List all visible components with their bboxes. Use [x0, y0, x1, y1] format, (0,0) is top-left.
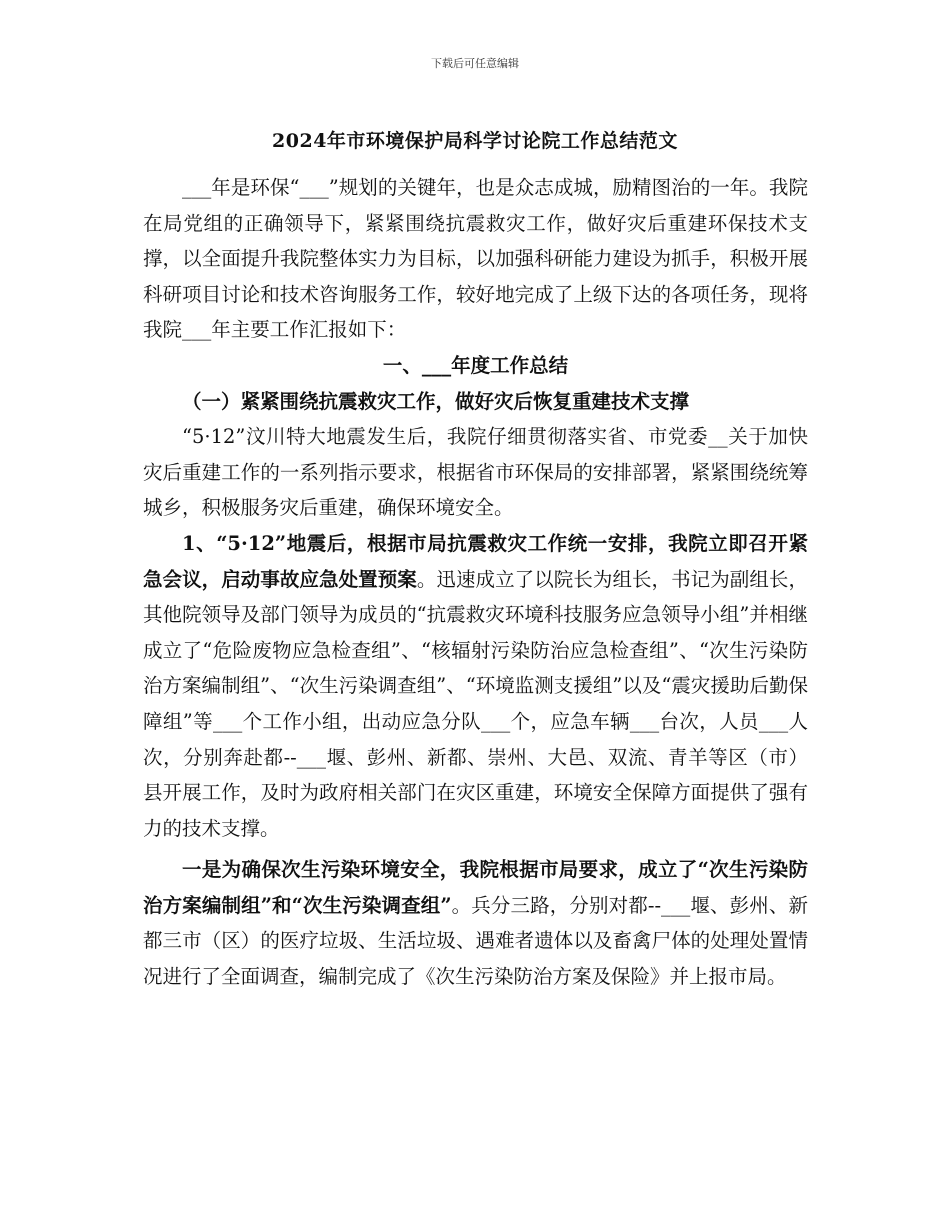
header-note: 下载后可任意编辑: [431, 57, 519, 70]
emergency-paragraph-lead: 1、“5·12”地震后，根据市局抗震救灾工作统一安排，我院立即召开紧急会议，启动事故应急处置预案: [143, 531, 808, 591]
document-title: 2024年市环境保护局科学讨论院工作总结范文: [272, 130, 678, 152]
earthquake-paragraph: “5·12”汶川特大地震发生后，我院仔细贯彻落实省、市党委__关于加快灾后重建工作的一系列指示要求，根据省市环保局的安排部署，紧紧围绕统筹城乡，积极服务灾后重建，确保环境安全。: [143, 425, 808, 520]
document-body: [143, 170, 808, 995]
emergency-paragraph-body: 。迅速成立了以院长为组长，书记为副组长，其他院领导及部门领导为成员的“抗震救灾环境科技服务应急领导小组”并相继成立了“危险废物应急检查组”、“核辐射污染防治应急检查组”、“次生污染防治方案编制组”、“次生污染调查组”、“环境监测支援组”以及“震灾援助后勤保障组”等___个工作小组，出动应急分队___个，应急车辆___台次，人员___人次，分别奔赴都--___堰、彭州、新都、崇州、大邑、双流、青羊等区（市）县开展工作，及时为政府相关部门在灾区重建，环境安全保障方面提供了强有力的技术支撑。: [143, 567, 808, 840]
intro-paragraph: ___年是环保“___”规划的关键年，也是众志成城，励精图治的一年。我院在局党组的正确领导下，紧紧围绕抗震救灾工作，做好灾后重建环保技术支撑，以全面提升我院整体实力为目标，以加强科研能力建设为抓手，积极开展科研项目讨论和技术咨询服务工作，较好地完成了上级下达的各项任务，现将我院___年主要工作汇报如下：: [143, 176, 808, 342]
pollution-paragraph-body: 。兵分三路，分别对都--___堰、彭州、新都三市（区）的医疗垃圾、生活垃圾、遇难者遗体以及畜禽尸体的处理处置情况进行了全面调查，编制完成了《次生污染防治方案及保险》并上报市局。: [143, 893, 808, 989]
section-heading: 一、___年度工作总结: [382, 353, 569, 377]
subsection-heading: （一）紧紧围绕抗震救灾工作，做好灾后恢复重建技术支撑: [182, 389, 690, 413]
pollution-paragraph: [143, 852, 808, 994]
emergency-paragraph: [143, 526, 808, 846]
pollution-paragraph-lead: 一是为确保次生污染环境安全，我院根据市局要求，成立了“次生污染防治方案编制组”和“次生污染调查组”: [143, 858, 808, 917]
